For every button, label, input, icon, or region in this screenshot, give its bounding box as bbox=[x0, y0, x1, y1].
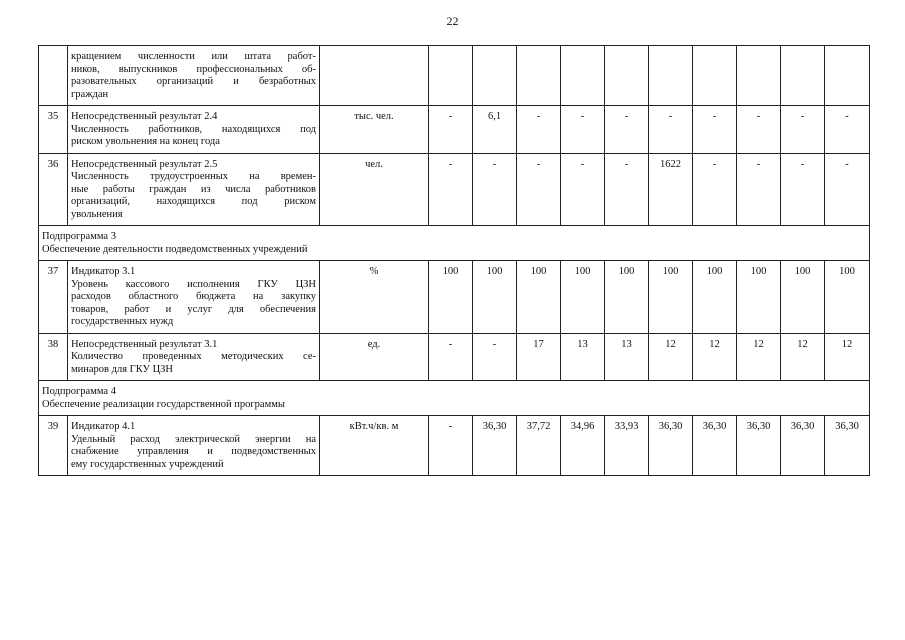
table-row bbox=[39, 46, 870, 106]
value-cell: 12 bbox=[825, 333, 870, 381]
value-cell: 6,1 bbox=[473, 106, 517, 154]
table-row bbox=[39, 153, 870, 226]
value-cell: - bbox=[517, 153, 561, 226]
value-cell: - bbox=[429, 153, 473, 226]
row-number: 36 bbox=[39, 153, 68, 226]
table-row bbox=[39, 416, 870, 476]
indicator-name-line: Непосредственный результат 3.1 bbox=[71, 338, 218, 350]
indicator-name-line: увольнения bbox=[71, 208, 123, 220]
value-cell bbox=[781, 46, 825, 106]
indicator-name-line: риском увольнения на конец года bbox=[71, 136, 220, 147]
section-title bbox=[39, 381, 870, 416]
indicator-name-line: Численность работников, находящихся под bbox=[71, 123, 316, 135]
value-cell: 34,96 bbox=[561, 416, 605, 476]
indicator-name-line: Численность трудоустроенных на времен- bbox=[71, 171, 316, 182]
value-cell: 1622 bbox=[649, 153, 693, 226]
value-cell: - bbox=[649, 106, 693, 154]
row-number bbox=[39, 46, 68, 106]
row-number: 37 bbox=[39, 261, 68, 334]
table-row bbox=[39, 106, 870, 154]
row-number: 39 bbox=[39, 416, 68, 476]
value-cell: - bbox=[473, 153, 517, 226]
value-cell: 37,72 bbox=[517, 416, 561, 476]
value-cell: - bbox=[429, 106, 473, 154]
value-cell: 100 bbox=[429, 261, 473, 334]
indicator-name-line: разовательных организаций и безработных bbox=[71, 76, 316, 87]
value-cell bbox=[605, 46, 649, 106]
section-line: Подпрограмма 4 bbox=[42, 386, 116, 397]
value-cell: 100 bbox=[561, 261, 605, 334]
unit-cell: % bbox=[320, 261, 429, 334]
value-cell: 12 bbox=[781, 333, 825, 381]
value-cell: 13 bbox=[561, 333, 605, 381]
indicator-name-line: кращением численности или штата работ- bbox=[71, 51, 316, 62]
value-cell: 100 bbox=[605, 261, 649, 334]
indicator-name-line: Непосредственный результат 2.4 bbox=[71, 111, 218, 122]
value-cell: 33,93 bbox=[605, 416, 649, 476]
unit-cell: тыс. чел. bbox=[320, 106, 429, 154]
value-cell bbox=[473, 46, 517, 106]
page-number: 22 bbox=[446, 14, 459, 28]
unit-cell bbox=[320, 46, 429, 106]
indicator-name-line: государственных нужд bbox=[71, 316, 174, 327]
value-cell: - bbox=[825, 106, 870, 154]
value-cell: 100 bbox=[473, 261, 517, 334]
value-cell: - bbox=[605, 106, 649, 154]
section-line: Обеспечение реализации государственной программы bbox=[42, 398, 285, 410]
value-cell: 100 bbox=[693, 261, 737, 334]
unit-cell: кВт.ч/кв. м bbox=[320, 416, 429, 476]
table-row bbox=[39, 333, 870, 381]
indicator-name bbox=[68, 333, 320, 381]
unit-cell: ед. bbox=[320, 333, 429, 381]
indicator-name bbox=[68, 106, 320, 154]
indicator-name-line: товаров, работ и услуг для обеспечения bbox=[71, 303, 316, 315]
value-cell: 100 bbox=[825, 261, 870, 334]
section-line: Обеспечение деятельности подведомственных учреждений bbox=[42, 243, 308, 255]
indicator-name bbox=[68, 46, 320, 106]
section-row bbox=[39, 381, 870, 416]
value-cell bbox=[693, 46, 737, 106]
value-cell: - bbox=[825, 153, 870, 226]
value-cell bbox=[517, 46, 561, 106]
value-cell bbox=[429, 46, 473, 106]
value-cell: - bbox=[693, 153, 737, 226]
indicator-name bbox=[68, 416, 320, 476]
value-cell: 36,30 bbox=[781, 416, 825, 476]
section-row bbox=[39, 226, 870, 261]
value-cell bbox=[561, 46, 605, 106]
indicator-name bbox=[68, 153, 320, 226]
indicator-name-line: ные работы граждан из числа работников bbox=[71, 183, 316, 195]
unit-cell: чел. bbox=[320, 153, 429, 226]
indicator-name-line: организаций, находящихся под риском bbox=[71, 196, 316, 207]
value-cell: 12 bbox=[737, 333, 781, 381]
value-cell: 100 bbox=[737, 261, 781, 334]
value-cell: 17 bbox=[517, 333, 561, 381]
table-body bbox=[39, 46, 870, 476]
value-cell: 12 bbox=[693, 333, 737, 381]
indicator-name-line: минаров для ГКУ ЦЗН bbox=[71, 363, 174, 375]
indicator-name-line: Количество проведенных методических се- bbox=[71, 351, 316, 362]
value-cell: 36,30 bbox=[825, 416, 870, 476]
value-cell: - bbox=[473, 333, 517, 381]
indicator-name-line: граждан bbox=[71, 88, 109, 100]
indicator-name bbox=[68, 261, 320, 334]
value-cell: - bbox=[693, 106, 737, 154]
indicator-name-line: ему государственных учреждений bbox=[71, 458, 224, 470]
section-title bbox=[39, 226, 870, 261]
value-cell: 36,30 bbox=[649, 416, 693, 476]
value-cell: - bbox=[605, 153, 649, 226]
value-cell: - bbox=[781, 106, 825, 154]
value-cell: - bbox=[429, 416, 473, 476]
value-cell: 36,30 bbox=[737, 416, 781, 476]
value-cell: 100 bbox=[517, 261, 561, 334]
indicators-table bbox=[38, 45, 870, 476]
row-number: 35 bbox=[39, 106, 68, 154]
value-cell bbox=[737, 46, 781, 106]
value-cell: 100 bbox=[781, 261, 825, 334]
indicator-name-line: Индикатор 4.1 bbox=[71, 421, 136, 432]
indicator-name-line: снабжение управления и подведомственных bbox=[71, 446, 316, 457]
value-cell bbox=[825, 46, 870, 106]
indicator-name-line: расходов областного бюджета на закупку bbox=[71, 291, 316, 302]
value-cell: - bbox=[429, 333, 473, 381]
indicator-name-line: Индикатор 3.1 bbox=[71, 266, 136, 277]
value-cell: - bbox=[561, 153, 605, 226]
value-cell bbox=[649, 46, 693, 106]
indicator-name-line: Непосредственный результат 2.5 bbox=[71, 158, 218, 170]
value-cell: - bbox=[781, 153, 825, 226]
indicator-name-line: ников, выпускников профессиональных об- bbox=[71, 63, 316, 75]
value-cell: - bbox=[737, 153, 781, 226]
value-cell: - bbox=[737, 106, 781, 154]
value-cell: 36,30 bbox=[693, 416, 737, 476]
value-cell: 12 bbox=[649, 333, 693, 381]
value-cell: - bbox=[561, 106, 605, 154]
value-cell: 100 bbox=[649, 261, 693, 334]
value-cell: - bbox=[517, 106, 561, 154]
value-cell: 36,30 bbox=[473, 416, 517, 476]
table-row bbox=[39, 261, 870, 334]
indicator-name-line: Удельный расход электрической энергии на bbox=[71, 433, 316, 445]
section-line: Подпрограмма 3 bbox=[42, 231, 116, 242]
row-number: 38 bbox=[39, 333, 68, 381]
indicator-name-line: Уровень кассового исполнения ГКУ ЦЗН bbox=[71, 278, 316, 290]
value-cell: 13 bbox=[605, 333, 649, 381]
